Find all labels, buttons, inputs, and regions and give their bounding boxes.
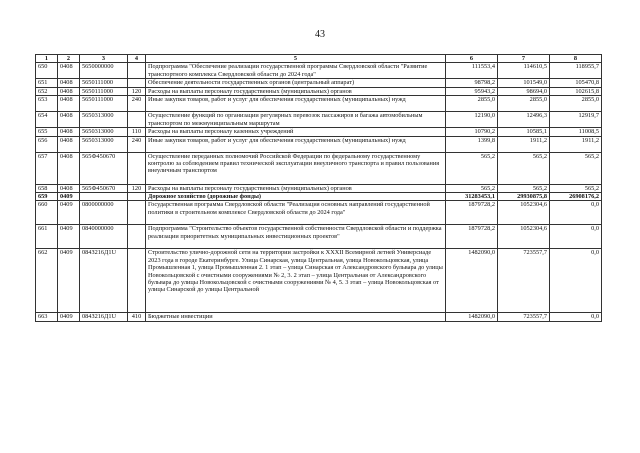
table-cell: Иные закупки товаров, работ и услуг для обеспечения государственных (муниципальных) нужд — [146, 136, 446, 152]
table-cell: Расходы на выплаты персоналу казенных учреждений — [146, 128, 446, 136]
table-cell: 410 — [128, 313, 146, 321]
table-cell: 0,0 — [550, 225, 602, 249]
table-cell: 0408 — [58, 152, 80, 184]
table-row — [36, 87, 602, 95]
table-cell: Расходы на выплаты персоналу государственных (муниципальных) органов — [146, 184, 446, 192]
table-cell: 653 — [36, 96, 58, 112]
table-cell: Расходы на выплаты персоналу государственных (муниципальных) органов — [146, 87, 446, 95]
table-cell: 723557,7 — [498, 313, 550, 321]
table-cell — [128, 193, 146, 201]
table-cell: 0409 — [58, 193, 80, 201]
table-row — [36, 313, 602, 321]
table-cell — [128, 112, 146, 128]
table-cell: 657 — [36, 152, 58, 184]
table-cell: 0409 — [58, 313, 80, 321]
table-cell — [128, 225, 146, 249]
table-cell: 98694,0 — [498, 87, 550, 95]
table-cell: 659 — [36, 193, 58, 201]
table-cell: 662 — [36, 249, 58, 313]
table-cell: 111553,4 — [446, 63, 498, 79]
table-cell: 105470,8 — [550, 79, 602, 87]
table-cell: 1399,8 — [446, 136, 498, 152]
table-row — [36, 225, 602, 249]
table-cell: 663 — [36, 313, 58, 321]
table-cell — [128, 201, 146, 225]
table-row — [36, 201, 602, 225]
table-cell — [128, 79, 146, 87]
table-cell: 660 — [36, 201, 58, 225]
table-cell: 114610,5 — [498, 63, 550, 79]
table-cell — [80, 193, 128, 201]
table-cell: 2855,0 — [446, 96, 498, 112]
table-cell: 11008,5 — [550, 128, 602, 136]
table-cell: 0840000000 — [80, 225, 128, 249]
table-cell: 5650111000 — [80, 87, 128, 95]
table-cell: 1911,2 — [498, 136, 550, 152]
table-cell: 0408 — [58, 136, 80, 152]
table-cell: 655 — [36, 128, 58, 136]
column-header: 1 — [36, 55, 58, 63]
table-cell: 10585,1 — [498, 128, 550, 136]
table-cell: 658 — [36, 184, 58, 192]
table-cell: 31283453,1 — [446, 193, 498, 201]
column-header: 3 — [80, 55, 128, 63]
table-row — [36, 184, 602, 192]
table-cell: 240 — [128, 96, 146, 112]
table-cell: 0408 — [58, 96, 80, 112]
table-cell: Осуществление функций по организации регулярных перевозок пассажиров и багажа автомобильным транспортом по межмуниципальным маршрутам — [146, 112, 446, 128]
column-header: 8 — [550, 55, 602, 63]
table-cell: Строительство улично-дорожной сети на территории застройки к XXXII Всемирной летней Универсиаде 2023 года в городе Екатеринбурге. Улица Синарская, улица Центральная, улица Новокольцовская, улица Промышленная 1, улица Промышленная 2. 1 этап – улица Синарская от Александровского бульвара до улицы Новокольцовской с очистными сооружениями № 2, 3. 2 этап – улица Центральная от Александровского бульвара до улицы Новокольцовской с очистными сооружениями № 4, 5. 3 этап – улица Новокольцовская от улицы Синарской до улицы Центральной — [146, 249, 446, 313]
table-cell — [128, 249, 146, 313]
table-cell: 95943,2 — [446, 87, 498, 95]
column-header: 7 — [498, 55, 550, 63]
budget-table — [35, 54, 602, 322]
table-cell: 0409 — [58, 249, 80, 313]
table-cell: Бюджетные инвестиции — [146, 313, 446, 321]
table-cell: 98798,2 — [446, 79, 498, 87]
table-cell: 565,2 — [498, 184, 550, 192]
column-header: 4 — [128, 55, 146, 63]
table-row — [36, 79, 602, 87]
table-cell: Подпрограмма "Обеспечение реализации государственной программы Свердловской области "Развитие транспортного комплекса Свердловской области до 2024 года" — [146, 63, 446, 79]
table-cell: Подпрограмма "Строительство объектов государственной собственности Свердловской области и поддержка реализации приоритетных муниципальных инвестиционных проектов" — [146, 225, 446, 249]
table-cell: 2855,0 — [550, 96, 602, 112]
table-row — [36, 112, 602, 128]
table-cell: 651 — [36, 79, 58, 87]
table-cell: 10790,2 — [446, 128, 498, 136]
table-cell: 240 — [128, 136, 146, 152]
table-cell: 565Ф450670 — [80, 152, 128, 184]
table-cell: 652 — [36, 87, 58, 95]
table-cell: 5650111000 — [80, 96, 128, 112]
table-cell: 0409 — [58, 225, 80, 249]
table-cell: 661 — [36, 225, 58, 249]
table-cell: 5650111000 — [80, 79, 128, 87]
table-cell: 102615,8 — [550, 87, 602, 95]
column-header: 5 — [146, 55, 446, 63]
table-cell: 0,0 — [550, 201, 602, 225]
table-cell: 120 — [128, 87, 146, 95]
table-cell: Дорожное хозяйство (дорожные фонды) — [146, 193, 446, 201]
table-cell: 120 — [128, 184, 146, 192]
table-cell: 1052304,6 — [498, 201, 550, 225]
table-cell: 1052304,6 — [498, 225, 550, 249]
table-cell: 5650313000 — [80, 128, 128, 136]
table-cell: Осуществление переданных полномочий Российской Федерации по федеральному государственному контролю за соблюдением правил технической эксплуатации внеуличного транспорта и правил пользования внеуличным транспортом — [146, 152, 446, 184]
table-cell: 118955,7 — [550, 63, 602, 79]
table-cell: 565Ф450670 — [80, 184, 128, 192]
table-cell: 084З216Д1U — [80, 249, 128, 313]
table-cell: 12190,0 — [446, 112, 498, 128]
table-cell: 12496,3 — [498, 112, 550, 128]
table-cell: 0409 — [58, 201, 80, 225]
table-cell: 1879728,2 — [446, 201, 498, 225]
table-row — [36, 136, 602, 152]
table-cell: 0408 — [58, 87, 80, 95]
table-row — [36, 193, 602, 201]
table-cell — [128, 63, 146, 79]
table-cell: Государственная программа Свердловской области "Реализация основных направлений государственной политики в строительном комплексе Свердловской области до 2024 года" — [146, 201, 446, 225]
table-cell: 29930875,8 — [498, 193, 550, 201]
table-cell: 5650313000 — [80, 136, 128, 152]
table-cell: 723557,7 — [498, 249, 550, 313]
table-cell: 565,2 — [550, 184, 602, 192]
table-row — [36, 96, 602, 112]
table-cell: 565,2 — [550, 152, 602, 184]
table-cell: 0408 — [58, 112, 80, 128]
table-row — [36, 152, 602, 184]
table-row — [36, 128, 602, 136]
table-cell: 5650313000 — [80, 112, 128, 128]
table-cell: 0408 — [58, 79, 80, 87]
table-cell: 0800000000 — [80, 201, 128, 225]
table-row — [36, 249, 602, 313]
column-header: 6 — [446, 55, 498, 63]
table-cell: 654 — [36, 112, 58, 128]
table-cell: 565,2 — [446, 152, 498, 184]
table-header-row — [36, 55, 602, 63]
table-cell — [128, 152, 146, 184]
table-cell: 1911,2 — [550, 136, 602, 152]
table-cell: 5650000000 — [80, 63, 128, 79]
table-cell: 1482090,0 — [446, 249, 498, 313]
table-cell: 26908176,2 — [550, 193, 602, 201]
table-cell: 1879728,2 — [446, 225, 498, 249]
table-cell: 1482090,0 — [446, 313, 498, 321]
table-cell: 101549,0 — [498, 79, 550, 87]
table-cell: 110 — [128, 128, 146, 136]
table-cell: 2855,0 — [498, 96, 550, 112]
table-cell: Иные закупки товаров, работ и услуг для обеспечения государственных (муниципальных) нужд — [146, 96, 446, 112]
page-number: 43 — [315, 29, 325, 40]
table-cell: 650 — [36, 63, 58, 79]
table-cell: 12919,7 — [550, 112, 602, 128]
table-cell: 656 — [36, 136, 58, 152]
column-header: 2 — [58, 55, 80, 63]
table-row — [36, 63, 602, 79]
table-cell: 565,2 — [446, 184, 498, 192]
table-cell: 0,0 — [550, 249, 602, 313]
table-cell: 0,0 — [550, 313, 602, 321]
table-cell: 0408 — [58, 63, 80, 79]
table-cell: 0408 — [58, 184, 80, 192]
table-cell: Обеспечение деятельности государственных органов (центральный аппарат) — [146, 79, 446, 87]
table-cell: 565,2 — [498, 152, 550, 184]
table-cell: 084З216Д1U — [80, 313, 128, 321]
table-cell: 0408 — [58, 128, 80, 136]
